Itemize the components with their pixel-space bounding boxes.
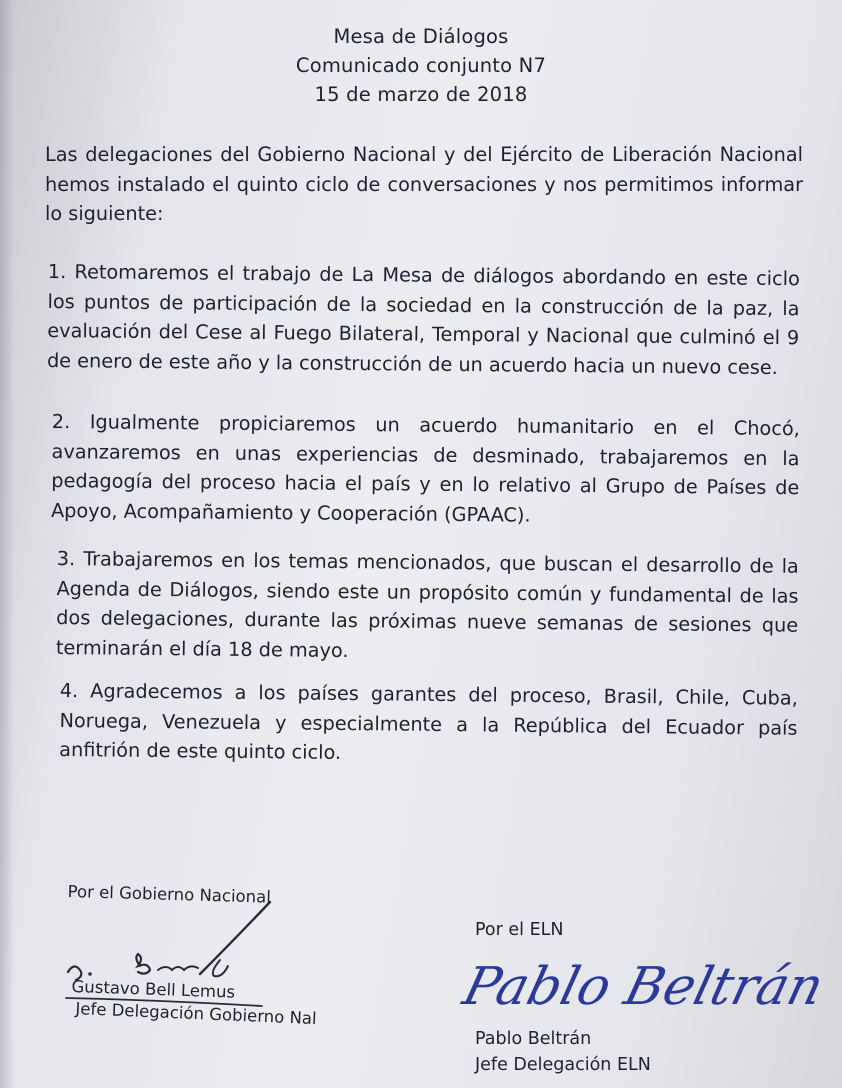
signature-right-label: Por el ELN bbox=[475, 920, 564, 940]
document-header bbox=[0, 22, 842, 109]
item-1-paragraph: 1. Retomaremos el trabajo de La Mesa de diálogos abordando en este ciclo los puntos de participación de la sociedad en la construcción de la paz, la evaluación del Cese al Fuego Bilateral, Temporal y Nacional que culminó el 9 de enero de este año y la construcción de un acuerdo hacia un nuevo cese. bbox=[46, 259, 800, 379]
item-2-paragraph: 2. Igualmente propiciaremos un acuerdo humanitario en el Chocó, avanzaremos en unas experiencias de desminado, trabajaremos en la pedagogía del proceso hacia el país y en lo relativo al Grupo de Países de Apoyo, Acompañamiento y Cooperación (GPAAC). bbox=[50, 409, 800, 527]
header-subtitle: Comunicado conjunto N7 bbox=[295, 54, 547, 77]
item-3-paragraph: 3. Trabajaremos en los temas mencionados, que buscan el desarrollo de la Agenda de Diálogos, siendo este un propósito común y fundamental de las dos delegaciones, durante las próximas nueve semanas de sesiones que terminarán el día 18 de mayo. bbox=[55, 546, 799, 662]
header-title: Mesa de Diálogos bbox=[333, 25, 509, 48]
signature-left-name: Gustavo Bell Lemus bbox=[71, 976, 236, 1002]
page-shadow-edge bbox=[0, 0, 14, 1088]
signature-right-role: Jefe Delegación ELN bbox=[475, 1055, 651, 1075]
signature-left-role: Jefe Delegación Gobierno Nal bbox=[75, 998, 317, 1029]
signature-right-name: Pablo Beltrán bbox=[475, 1029, 592, 1049]
intro-paragraph: Las delegaciones del Gobierno Nacional y del Ejército de Liberación Nacional hemos instalado el quinto ciclo de conversaciones y nos permitimos informar lo siguiente: bbox=[45, 143, 803, 225]
header-date: 15 de marzo de 2018 bbox=[314, 83, 528, 106]
signature-right-handwriting bbox=[455, 938, 830, 1028]
signature-left-label: Por el Gobierno Nacional bbox=[67, 881, 272, 907]
svg-text:Pablo Beltrán: Pablo Beltrán bbox=[457, 956, 830, 1017]
item-4-paragraph: 4. Agradecemos a los países garantes del proceso, Brasil, Chile, Cuba, Noruega, Venezuela y especialmente a la República del Ecuador país anfitrión de este quinto ciclo. bbox=[59, 678, 798, 764]
